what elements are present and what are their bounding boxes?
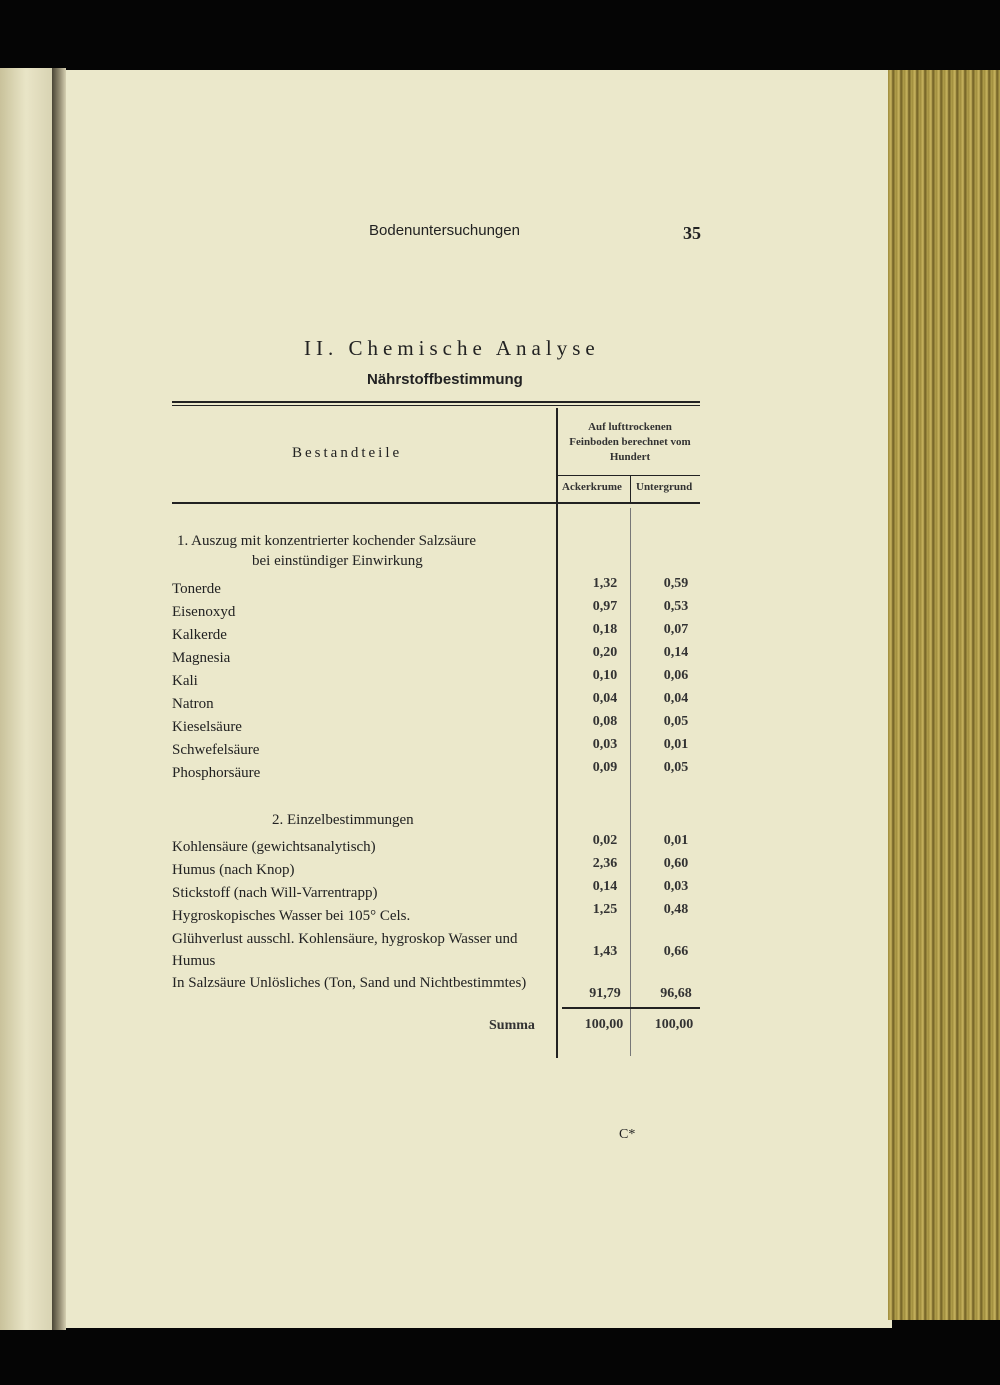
table-top-rule-thin — [172, 405, 700, 406]
header-divider — [558, 475, 700, 476]
summa-label: Summa — [489, 1018, 535, 1033]
col-head-untergrund: Untergrund — [636, 481, 693, 493]
row-label-hygroskopisches-wasser: Hygroskopisches Wasser bei 105° Cels. — [172, 908, 411, 924]
value-untergrund: 0,14 — [663, 645, 689, 660]
value-ackerkrume: 0,09 — [592, 760, 618, 775]
value-column-divider — [630, 508, 631, 1056]
section2-heading: 2. Einzelbestimmungen — [272, 812, 414, 828]
row-label-tonerde: Tonerde — [172, 581, 221, 597]
value-untergrund: 0,59 — [663, 576, 689, 591]
value-untergrund: 0,48 — [663, 902, 689, 917]
value-untergrund: 0,05 — [663, 714, 689, 729]
value-untergrund: 0,60 — [663, 856, 689, 871]
section-title: II. Chemische Analyse — [304, 336, 600, 360]
running-head: Bodenuntersuchungen — [369, 222, 520, 239]
row-label-stickstoff: Stickstoff (nach Will-Varrentrapp) — [172, 885, 378, 901]
row-label-magnesia: Magnesia — [172, 650, 231, 666]
table-top-rule — [172, 401, 700, 403]
header-bestandteile: Bestandteile — [292, 445, 403, 461]
page-edges — [888, 70, 1000, 1320]
page-number: 35 — [683, 223, 701, 243]
row-label-kohlensaeure: Kohlensäure (gewichtsanalytisch) — [172, 839, 376, 855]
value-untergrund: 0,07 — [663, 622, 689, 637]
row-label-eisenoxyd: Eisenoxyd — [172, 604, 236, 620]
value-ackerkrume: 0,04 — [592, 691, 618, 706]
row-label-phosphorsaeure: Phosphorsäure — [172, 765, 261, 781]
value-ackerkrume: 0,97 — [592, 599, 618, 614]
row-label-unloesliches: In Salzsäure Unlösliches (Ton, Sand und Nichtbestimmtes) — [172, 975, 527, 991]
header-units: Auf lufttrockenen Feinboden berechnet vom Hundert — [569, 421, 691, 463]
row-label-kieselsaeure: Kieselsäure — [172, 719, 242, 735]
section1-heading: 1. Auszug mit konzentrierter kochender Salzsäure — [177, 533, 477, 549]
value-untergrund: 0,01 — [663, 737, 689, 752]
value-ackerkrume: 0,08 — [592, 714, 618, 729]
value-ackerkrume: 2,36 — [592, 856, 618, 871]
value-untergrund: 0,06 — [663, 668, 689, 683]
summa-ackerkrume: 100,00 — [584, 1017, 624, 1032]
row-label-gluehverlust: Glühverlust ausschl. Kohlensäure, hygroskop Wasser und Humus — [172, 931, 518, 969]
header-subcolumn-divider — [630, 476, 631, 502]
value-ackerkrume: 0,14 — [592, 879, 618, 894]
value-ackerkrume: 0,03 — [592, 737, 618, 752]
value-untergrund: 0,03 — [663, 879, 689, 894]
row-label-kalkerde: Kalkerde — [172, 627, 227, 643]
section1-heading-line2: bei einstündiger Einwirkung — [252, 553, 423, 569]
table-column-divider — [556, 408, 558, 1058]
summa-untergrund: 100,00 — [654, 1017, 694, 1032]
value-ackerkrume: 0,10 — [592, 668, 618, 683]
value-ackerkrume: 0,20 — [592, 645, 618, 660]
value-ackerkrume: 1,43 — [592, 944, 618, 959]
value-ackerkrume: 1,32 — [592, 576, 618, 591]
summa-rule — [562, 1007, 700, 1009]
section-subtitle: Nährstoffbestimmung — [367, 371, 523, 388]
value-untergrund: 0,01 — [663, 833, 689, 848]
value-untergrund: 0,53 — [663, 599, 689, 614]
left-page-edge — [0, 68, 52, 1330]
value-ackerkrume: 91,79 — [589, 986, 621, 1001]
book-spine — [52, 68, 66, 1330]
value-untergrund: 0,05 — [663, 760, 689, 775]
value-untergrund: 0,66 — [663, 944, 689, 959]
value-untergrund: 96,68 — [660, 986, 692, 1001]
value-ackerkrume: 0,02 — [592, 833, 618, 848]
row-label-schwefelsaeure: Schwefelsäure — [172, 742, 260, 758]
row-label-humus: Humus (nach Knop) — [172, 862, 295, 878]
col-head-ackerkrume: Ackerkrume — [562, 481, 622, 493]
header-bottom-rule — [172, 502, 700, 504]
row-label-natron: Natron — [172, 696, 214, 712]
row-label-kali: Kali — [172, 673, 198, 689]
value-ackerkrume: 0,18 — [592, 622, 618, 637]
value-untergrund: 0,04 — [663, 691, 689, 706]
signature-mark: C* — [619, 1127, 636, 1142]
value-ackerkrume: 1,25 — [592, 902, 618, 917]
